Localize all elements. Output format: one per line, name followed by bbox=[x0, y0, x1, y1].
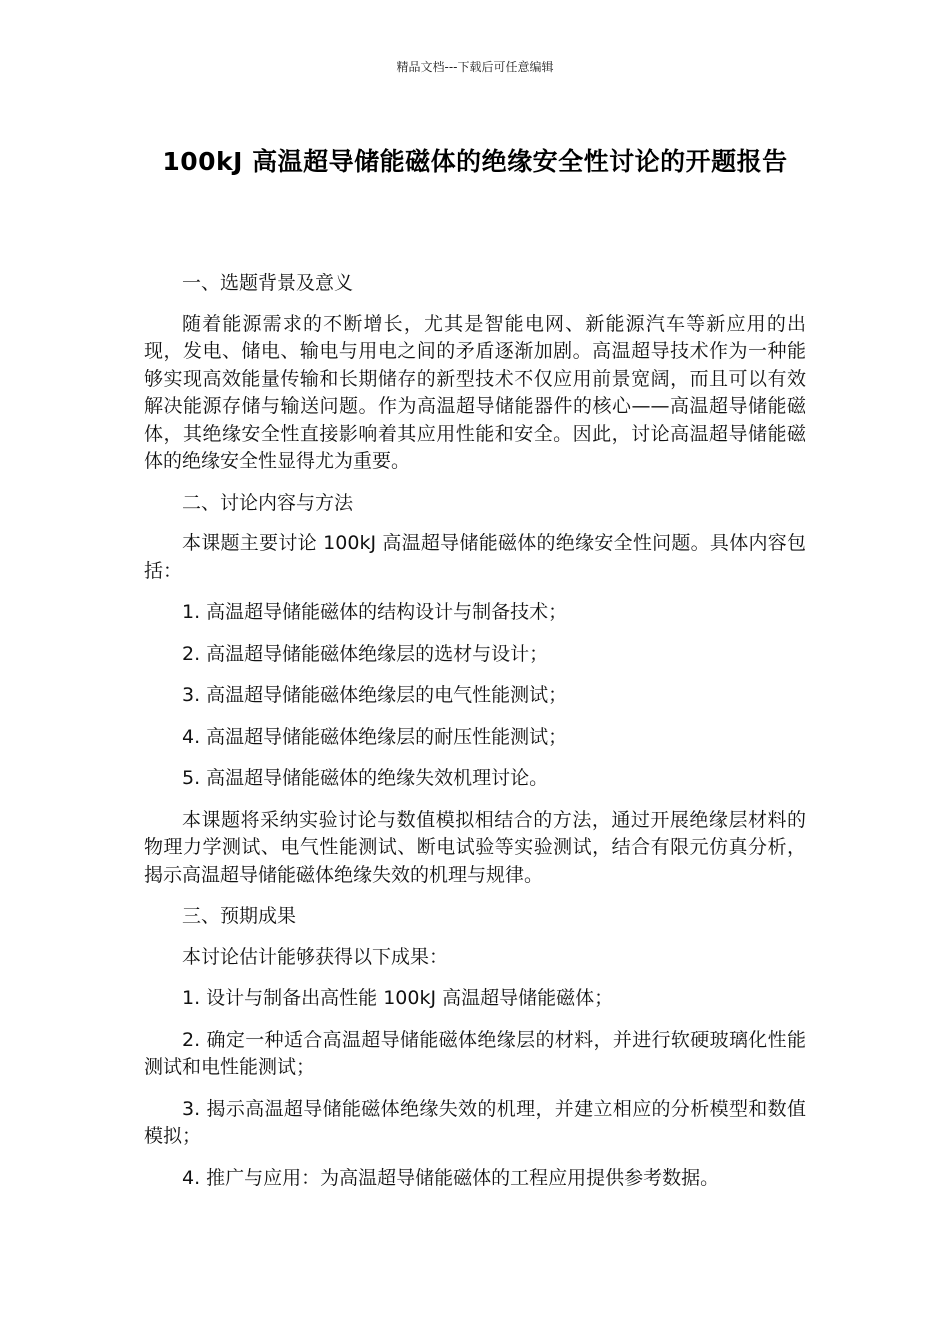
page-header-note: 精品文档---下载后可任意编辑 bbox=[396, 60, 554, 74]
section-heading-content-method: 二、讨论内容与方法 bbox=[182, 491, 354, 514]
list-item-result-2: 2. 确定一种适合高温超导储能磁体绝缘层的材料，并进行软硬玻璃化性能测试和电性能测试； bbox=[144, 1028, 806, 1078]
paragraph-content-intro: 本课题主要讨论 100kJ 高温超导储能磁体的绝缘安全性问题。具体内容包括： bbox=[144, 532, 806, 582]
list-item-result-3: 3. 揭示高温超导储能磁体绝缘失效的机理，并建立相应的分析模型和数值模拟； bbox=[144, 1097, 806, 1147]
document-title: 100kJ 高温超导储能磁体的绝缘安全性讨论的开题报告 bbox=[162, 147, 788, 176]
paragraph-results-intro: 本讨论估计能够获得以下成果： bbox=[182, 945, 449, 968]
section-heading-background: 一、选题背景及意义 bbox=[182, 272, 354, 294]
list-item-content-3: 3. 高温超导储能磁体绝缘层的电气性能测试； bbox=[182, 684, 568, 706]
document-body bbox=[144, 270, 806, 1206]
list-item-result-1: 1. 设计与制备出高性能 100kJ 高温超导储能磁体； bbox=[182, 987, 614, 1009]
list-item-content-1: 1. 高温超导储能磁体的结构设计与制备技术； bbox=[182, 601, 568, 623]
list-item-result-4: 4. 推广与应用：为高温超导储能磁体的工程应用提供参考数据。 bbox=[182, 1166, 720, 1189]
paragraph-method: 本课题将采纳实验讨论与数值模拟相结合的方法，通过开展绝缘层材料的物理力学测试、电气性能测试、断电试验等实验测试，结合有限元仿真分析，揭示高温超导储能磁体绝缘失效的机理与规律。 bbox=[144, 808, 806, 886]
list-item-content-4: 4. 高温超导储能磁体绝缘层的耐压性能测试； bbox=[182, 725, 568, 748]
list-item-content-5: 5. 高温超导储能磁体的绝缘失效机理讨论。 bbox=[182, 767, 549, 789]
paragraph-background: 随着能源需求的不断增长，尤其是智能电网、新能源汽车等新应用的出现，发电、储电、输电与用电之间的矛盾逐渐加剧。高温超导技术作为一种能够实现高效能量传输和长期储存的新型技术不仅应用前景宽阔，而且可以有效解决能源存储与输送问题。作为高温超导储能器件的核心——高温超导储能磁体，其绝缘安全性直接影响着其应用性能和安全。因此，讨论高温超导储能磁体的绝缘安全性显得尤为重要。 bbox=[144, 312, 806, 472]
section-heading-expected-results: 三、预期成果 bbox=[182, 905, 297, 927]
list-item-content-2: 2. 高温超导储能磁体绝缘层的选材与设计； bbox=[182, 642, 549, 665]
